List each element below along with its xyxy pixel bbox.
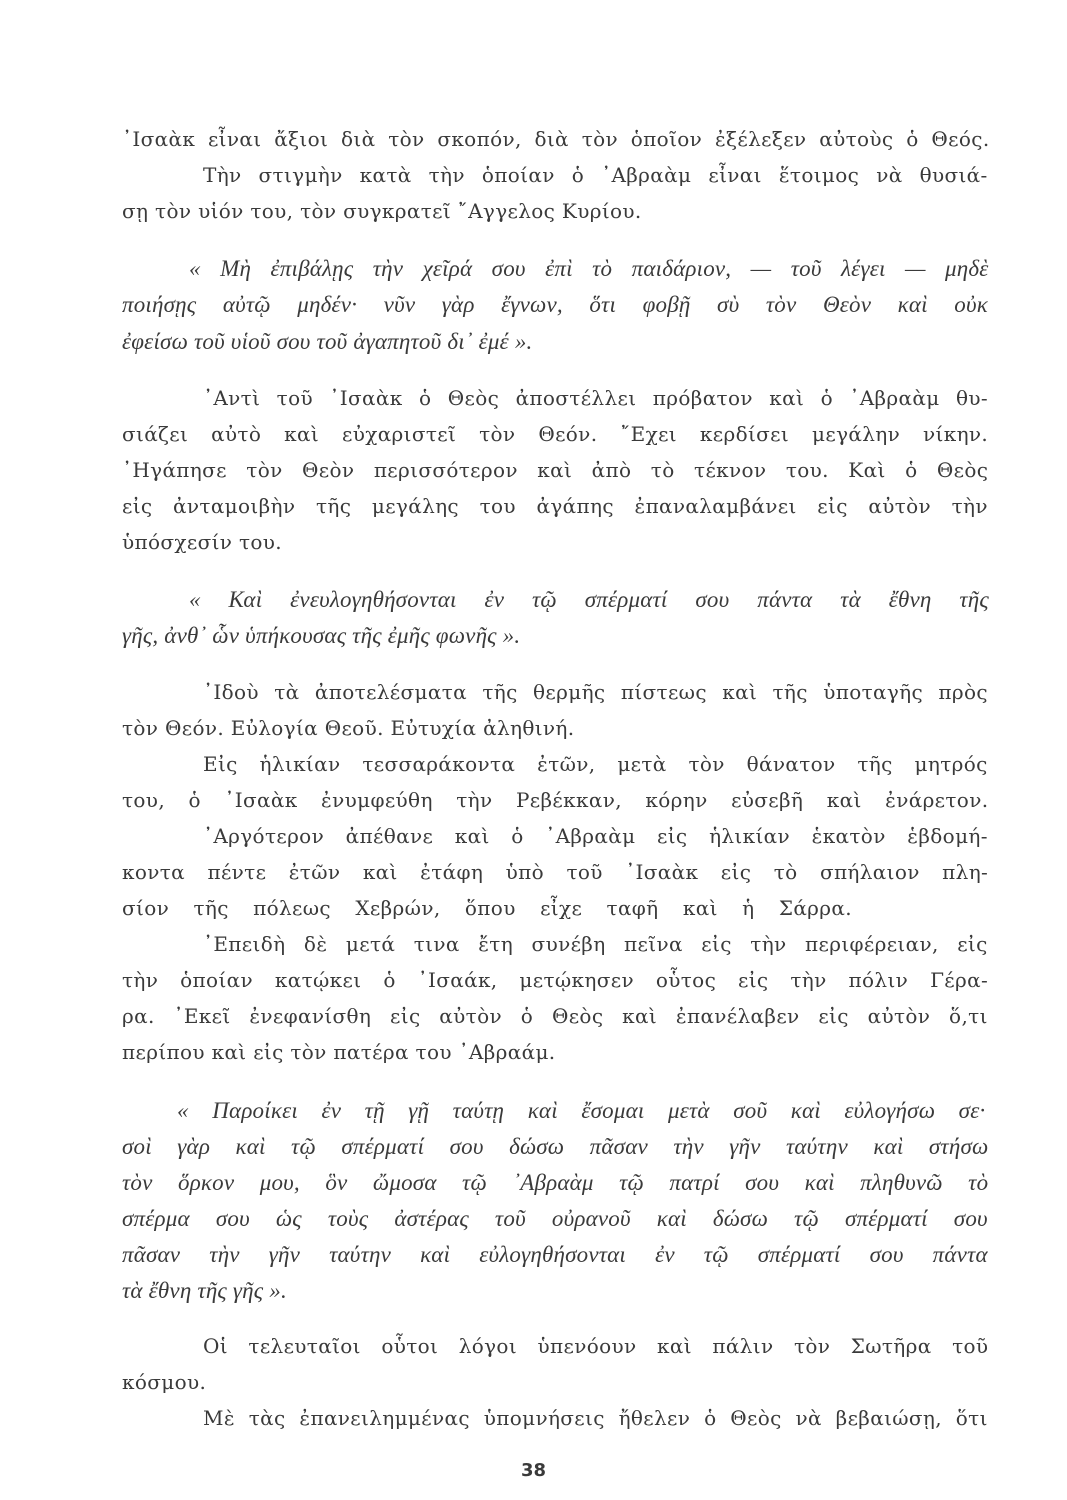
text-line: ᾽Αργότερον ἀπέθανε καὶ ὁ ᾽Αβραὰμ εἰς ἡλικίαν ἑκατὸν ἑβδομή- [203,824,988,848]
text-line: κοντα πέντε ἐτῶν καὶ ἐτάφη ὑπὸ τοῦ ᾽Ισαὰκ εἰς τὸ σπήλαιον πλη- [122,860,989,884]
text-line: ρα. ᾽Εκεῖ ἐνεφανίσθη εἰς αὐτὸν ὁ Θεὸς καὶ ἐπανέλαβεν εἰς αὐτὸν ὅ,τι [122,1004,988,1028]
text-line: κόσμου. [122,1370,207,1394]
text-line: σιάζει αὐτὸ καὶ εὐχαριστεῖ τὸν Θεόν. ῎Εχει κερδίσει μεγάλην νίκην. [122,422,989,446]
text-line: τὸν Θεόν. Εὐλογία Θεοῦ. Εὐτυχία ἀληθινή. [122,716,575,740]
text-line: ὑπόσχεσίν του. [122,530,283,554]
text-line: τὴν ὁποίαν κατῴκει ὁ ᾽Ισαάκ, μετῴκησεν οὗτος εἰς τὴν πόλιν Γέρα- [122,968,989,992]
text-line: ᾽Αντὶ τοῦ ᾽Ισαὰκ ὁ Θεὸς ἀποστέλλει πρόβατον καὶ ὁ ᾽Αβραὰμ θυ- [203,386,989,410]
text-line: ᾽Ιδοὺ τὰ ἀποτελέσματα τῆς θερμῆς πίστεως καὶ τῆς ὑποταγῆς πρὸς [203,680,988,704]
text-line: ᾽Ισαὰκ εἶναι ἄξιοι διὰ τὸν σκοπόν, διὰ τὸν ὁποῖον ἐξέλεξεν αὐτοὺς ὁ Θεός. [122,127,990,151]
page-number: 38 [520,1460,547,1481]
quote-line: ἐφείσω τοῦ υἱοῦ σου τοῦ ἀγαπητοῦ δι᾽ ἐμέ ». [122,329,533,354]
text-line: σῃ τὸν υἱόν του, τὸν συγκρατεῖ ῎Αγγελος Κυρίου. [122,199,642,223]
text-line: Οἱ τελευταῖοι οὗτοι λόγοι ὑπενόουν καὶ πάλιν τὸν Σωτῆρα τοῦ [203,1334,989,1358]
text-line: Τὴν στιγμὴν κατὰ τὴν ὁποίαν ὁ ᾽Αβραὰμ εἶναι ἕτοιμος νὰ θυσιά- [203,163,988,187]
text-line: περίπου καὶ εἰς τὸν πατέρα του ᾽Αβραάμ. [122,1040,556,1064]
text-line: εἰς ἀνταμοιβὴν τῆς μεγάλης του ἀγάπης ἐπαναλαμβάνει εἰς αὐτὸν τὴν [122,494,988,518]
quote-line: σοὶ γὰρ καὶ τῷ σπέρματί σου δώσω πᾶσαν τὴν γῆν ταύτην καὶ στήσω [122,1134,989,1159]
quote-line: « Παροίκει ἐν τῇ γῇ ταύτῃ καὶ ἔσομαι μετὰ σοῦ καὶ εὐλογήσω σε· [177,1098,986,1123]
text-line: Μὲ τὰς ἐπανειλημμένας ὑπομνήσεις ἤθελεν ὁ Θεὸς νὰ βεβαιώσῃ, ὅτι [203,1406,988,1430]
quote-line: « Καὶ ἐνευλογηθήσονται ἐν τῷ σπέρματί σου πάντα τὰ ἔθνη τῆς [189,587,989,612]
text-line: ᾽Ηγάπησε τὸν Θεὸν περισσότερον καὶ ἀπὸ τὸ τέκνον του. Καὶ ὁ Θεὸς [122,458,989,482]
quote-line: ποιήσῃς αὐτῷ μηδέν· νῦν γὰρ ἔγνων, ὅτι φοβῇ σὺ τὸν Θεὸν καὶ οὐκ [122,292,988,317]
quote-line: τὸν ὅρκον μου, ὃν ὤμοσα τῷ ᾽Αβραὰμ τῷ πατρί σου καὶ πληθυνῶ τὸ [122,1170,989,1195]
quote-line: « Μὴ ἐπιβάλῃς τὴν χεῖρά σου ἐπὶ τὸ παιδάριον, — τοῦ λέγει — μηδὲ [189,256,989,281]
quote-line: γῆς, ἀνθ᾽ ὧν ὑπήκουσας τῆς ἐμῆς φωνῆς ». [122,623,521,648]
quote-line: τὰ ἔθνη τῆς γῆς ». [122,1278,287,1303]
text-line: του, ὁ ᾽Ισαὰκ ἐνυμφεύθη τὴν Ρεβέκκαν, κόρην εὐσεβῆ καὶ ἐνάρετον. [122,788,989,812]
text-line: Εἰς ἡλικίαν τεσσαράκοντα ἐτῶν, μετὰ τὸν θάνατον τῆς μητρός [203,752,988,776]
text-line: σίον τῆς πόλεως Χεβρών, ὅπου εἶχε ταφῆ καὶ ἡ Σάρρα. [122,896,852,920]
text-line: ᾽Επειδὴ δὲ μετά τινα ἔτη συνέβη πεῖνα εἰς τὴν περιφέρειαν, εἰς [203,932,988,956]
quote-line: σπέρμα σου ὡς τοὺς ἀστέρας τοῦ οὐρανοῦ καὶ δώσω τῷ σπέρματί σου [122,1206,988,1231]
quote-line: πᾶσαν τὴν γῆν ταύτην καὶ εὐλογηθήσονται ἐν τῷ σπέρματί σου πάντα [122,1242,988,1267]
